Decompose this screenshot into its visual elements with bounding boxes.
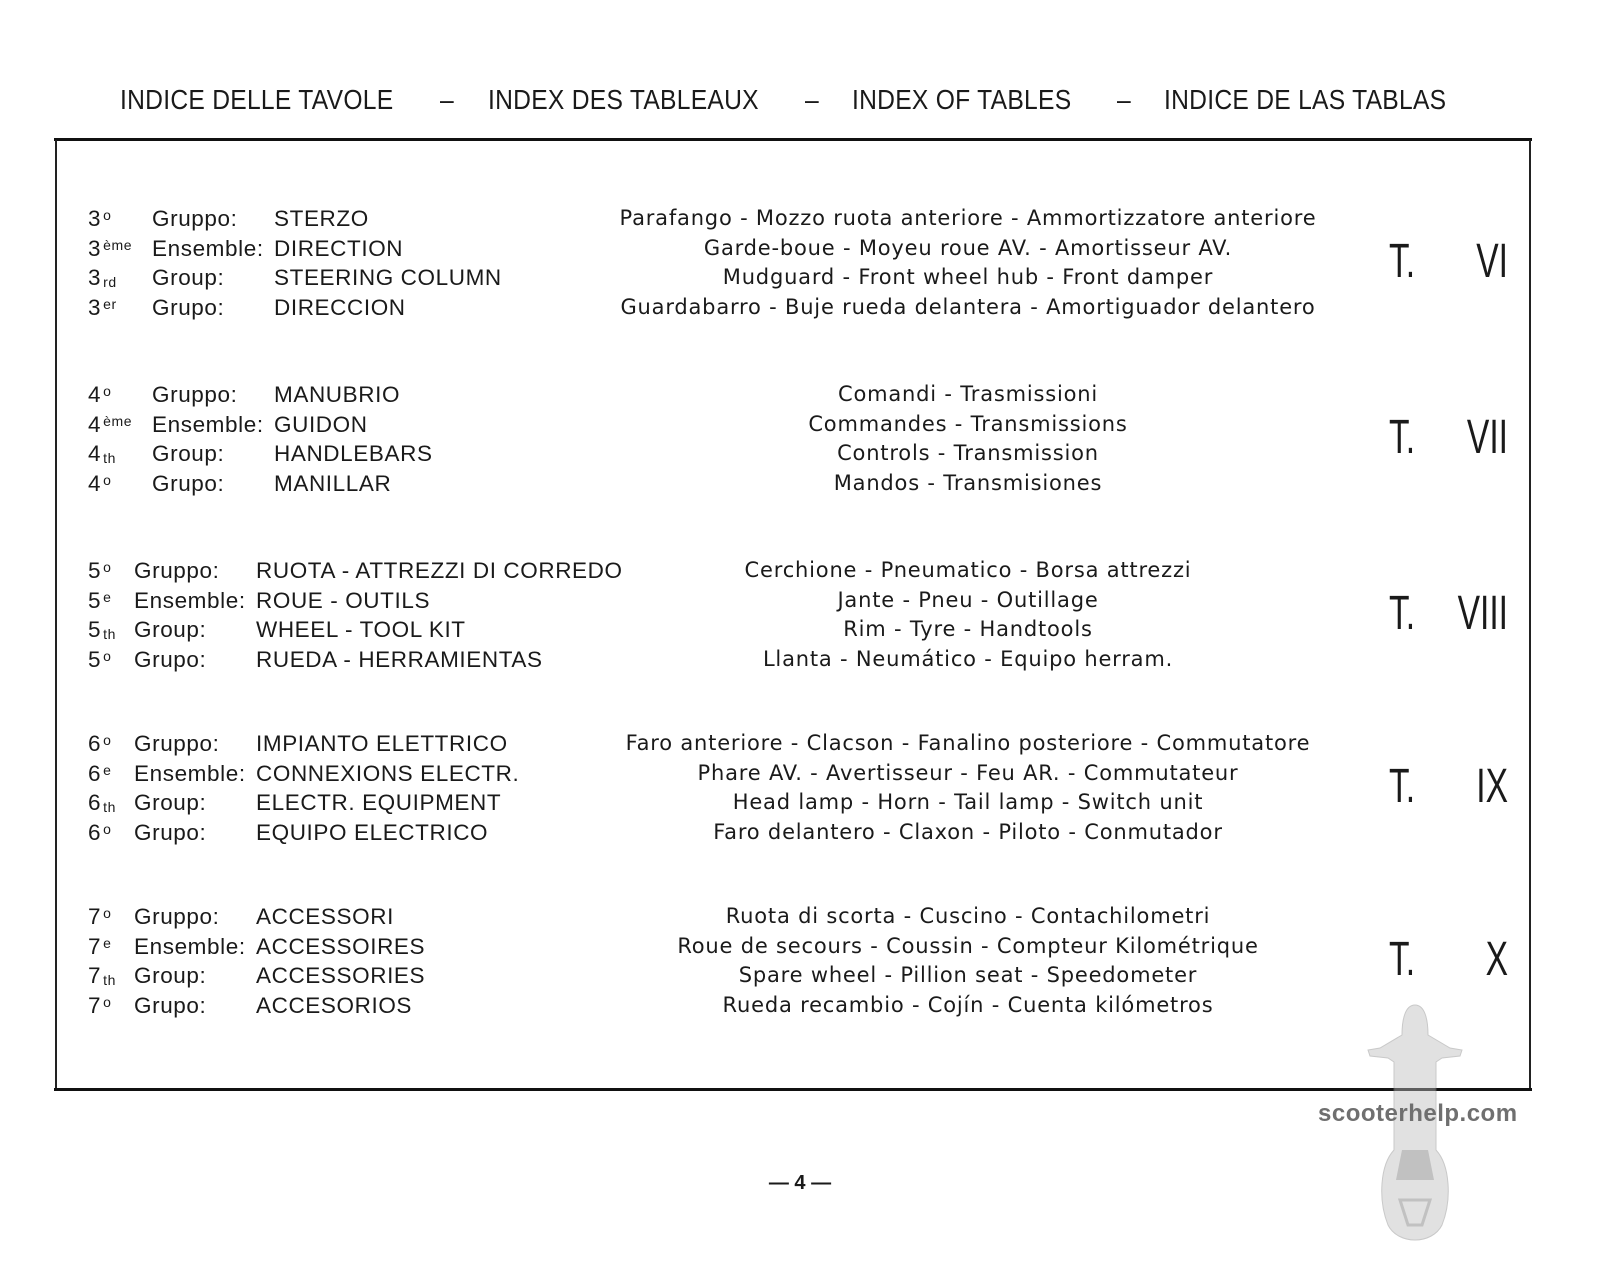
title-italian: INDICE DELLE TAVOLE [120,84,394,115]
ordinal-suffix: th [103,799,117,815]
page-number: — 4 — [768,1172,832,1194]
group-label: Ensemble: [134,933,246,959]
group-label: Gruppo: [152,382,238,407]
group-label: Gruppo: [134,558,220,583]
bottom-rule [54,1088,1532,1091]
group-label: Ensemble: [134,760,246,786]
frame-left-border [55,140,57,1090]
group-name: STERZO [274,206,369,231]
group-description: Commandes - Transmissions [808,411,1128,436]
group-ordinal: 5 [88,646,102,672]
group-row [88,558,1518,588]
group-description: Ruota di scorta - Cuscino - Contachilometri [725,904,1211,928]
group-name: IMPIANTO ELETTRICO [256,731,508,756]
group-label: Grupo: [134,819,207,845]
table-reference[interactable] [1389,586,1508,641]
group-name: ACCESSOIRES [256,933,426,959]
group-label: Gruppo: [152,206,238,231]
group-description: Parafango - Mozzo ruota anteriore - Ammortizzatore anteriore [619,206,1317,230]
group-number [88,382,112,408]
group-row [88,471,1518,501]
group-label: Grupo: [152,470,225,496]
group-name: ROUE - OUTILS [256,587,431,613]
group-name: ACCESSORI [256,904,394,929]
ordinal-suffix: o [103,732,112,748]
group-row [88,441,1518,471]
group-ordinal: 5 [88,587,102,613]
table-prefix: T. [1389,587,1416,640]
table-reference[interactable] [1389,234,1508,289]
group-name: DIRECTION [274,235,404,261]
ordinal-suffix: o [103,207,112,223]
group-ordinal: 6 [88,760,102,786]
group-label: Gruppo: [134,731,220,756]
group-number [88,904,112,930]
group-number [88,993,112,1019]
ordinal-suffix: ème [103,236,133,253]
table-reference[interactable] [1389,932,1508,987]
group-ordinal: 3 [88,235,102,261]
ordinal-suffix: e [103,761,112,778]
title-separator: – [805,84,819,115]
group-description: Mandos - Transmisiones [833,470,1103,495]
group-number [88,236,132,262]
table-prefix: T. [1389,933,1416,986]
group-label: Grupo: [134,646,207,672]
title-spanish: INDICE DE LAS TABLAS [1164,84,1447,115]
group-description: Mudguard - Front wheel hub - Front damper [722,265,1214,289]
group-ordinal: 6 [88,819,102,845]
group-name: WHEEL - TOOL KIT [256,617,466,642]
group-row [88,934,1518,964]
group-number [88,412,132,438]
group-description: Comandi - Trasmissioni [837,382,1099,406]
group-ordinal: 7 [88,963,102,988]
top-rule [54,138,1532,141]
group-description: Jante - Pneu - Outillage [837,587,1099,612]
group-label: Ensemble: [134,587,246,613]
group-number [88,295,117,321]
ordinal-suffix: th [103,626,117,642]
group-row [88,993,1518,1023]
group-number [88,265,117,291]
group-row [88,588,1518,618]
group-number [88,790,116,816]
table-reference[interactable] [1389,759,1508,814]
group-number [88,471,112,497]
group-ordinal: 4 [88,470,102,496]
group-label: Group: [134,963,207,988]
ordinal-suffix: o [103,383,112,399]
group-number [88,558,112,584]
group-row [88,647,1518,677]
group-description: Faro delantero - Claxon - Piloto - Conmutador [713,819,1223,844]
group-row [88,236,1518,266]
table-prefix: T. [1389,411,1416,464]
group-label: Grupo: [152,294,225,320]
group-label: Grupo: [134,992,207,1018]
group-ordinal: 4 [88,411,102,437]
group-row [88,265,1518,295]
table-prefix: T. [1389,760,1416,813]
group-name: ELECTR. EQUIPMENT [256,790,502,815]
group-description: Guardabarro - Buje rueda delantera - Amortiguador delantero [620,294,1316,319]
group-row [88,412,1518,442]
group-number [88,588,112,614]
title-separator: – [440,84,454,115]
group-row [88,617,1518,647]
group-ordinal: 6 [88,790,102,815]
group-ordinal: 6 [88,731,102,756]
ordinal-suffix: o [103,647,112,664]
ordinal-suffix: o [103,820,112,837]
group-row [88,761,1518,791]
group-label: Gruppo: [134,904,220,929]
frame-right-border [1529,140,1531,1090]
group-row [88,963,1518,993]
ordinal-suffix: o [103,471,112,488]
group-number [88,963,116,989]
group-row [88,731,1518,761]
group-ordinal: 7 [88,904,102,929]
group-name: ACCESSORIES [256,963,426,988]
group-number [88,441,116,467]
group-ordinal: 3 [88,265,102,290]
group-ordinal: 5 [88,617,102,642]
group-name: RUEDA - HERRAMIENTAS [256,646,543,672]
title-separator: – [1117,84,1131,115]
ordinal-suffix: e [103,588,112,605]
group-name: GUIDON [274,411,368,437]
group-description: Cerchione - Pneumatico - Borsa attrezzi [744,558,1192,582]
index-title [0,84,1600,130]
group-ordinal: 3 [88,206,102,231]
group-row [88,904,1518,934]
ordinal-suffix: rd [103,274,117,290]
group-name: HANDLEBARS [274,441,433,466]
group-description: Roue de secours - Coussin - Compteur Kilométrique [677,933,1259,958]
table-roman-number: X [1485,933,1508,986]
ordinal-suffix: th [103,972,117,988]
group-number [88,647,112,673]
table-roman-number: VI [1476,235,1508,288]
group-name: MANILLAR [274,470,392,496]
group-description: Spare wheel - Pillion seat - Speedometer [738,963,1198,987]
group-ordinal: 5 [88,558,102,583]
group-row [88,820,1518,850]
ordinal-suffix: o [103,905,112,921]
group-ordinal: 4 [88,441,102,466]
ordinal-suffix: o [103,559,112,575]
title-english: INDEX OF TABLES [852,84,1072,115]
title-french: INDEX DES TABLEAUX [488,84,759,115]
group-label: Group: [152,265,225,290]
table-group [88,558,1518,678]
group-description: Rueda recambio - Cojín - Cuenta kilómetros [722,992,1214,1017]
group-number [88,206,112,232]
group-label: Group: [134,617,207,642]
table-group [88,731,1518,851]
group-ordinal: 7 [88,992,102,1018]
ordinal-suffix: e [103,934,112,951]
group-row [88,790,1518,820]
table-prefix: T. [1389,235,1416,288]
ordinal-suffix: ème [103,412,133,429]
table-group [88,904,1518,1024]
group-ordinal: 4 [88,382,102,407]
group-ordinal: 7 [88,933,102,959]
table-roman-number: VIII [1457,587,1508,640]
group-name: EQUIPO ELECTRICO [256,819,489,845]
group-name: STEERING COLUMN [274,265,502,290]
table-group [88,382,1518,502]
group-description: Phare AV. - Avertisseur - Feu AR. - Commutateur [697,760,1239,785]
group-label: Group: [152,441,225,466]
group-name: ACCESORIOS [256,992,413,1018]
group-row [88,295,1518,325]
group-description: Rim - Tyre - Handtools [843,617,1093,641]
group-number [88,617,116,643]
group-description: Faro anteriore - Clacson - Fanalino posteriore - Commutatore [625,731,1311,755]
table-reference[interactable] [1389,410,1508,465]
group-name: MANUBRIO [274,382,401,407]
group-name: CONNEXIONS ELECTR. [256,760,520,786]
ordinal-suffix: o [103,993,112,1010]
group-label: Ensemble: [152,235,264,261]
group-name: RUOTA - ATTREZZI DI CORREDO [256,558,623,583]
table-roman-number: IX [1476,760,1508,813]
group-number [88,731,112,757]
group-ordinal: 3 [88,294,102,320]
group-description: Garde-boue - Moyeu roue AV. - Amortisseur AV. [703,235,1233,260]
group-description: Head lamp - Horn - Tail lamp - Switch unit [732,790,1204,814]
group-label: Ensemble: [152,411,264,437]
group-number [88,820,112,846]
ordinal-suffix: er [103,295,117,312]
group-name: DIRECCION [274,294,406,320]
group-row [88,382,1518,412]
watermark-text: scooterhelp.com [1318,1100,1518,1127]
table-roman-number: VII [1466,411,1508,464]
group-description: Llanta - Neumático - Equipo herram. [762,646,1174,671]
group-number [88,761,112,787]
group-label: Group: [134,790,207,815]
ordinal-suffix: th [103,450,117,466]
group-row [88,206,1518,236]
group-description: Controls - Transmission [837,441,1099,465]
table-group [88,206,1518,326]
group-number [88,934,112,960]
